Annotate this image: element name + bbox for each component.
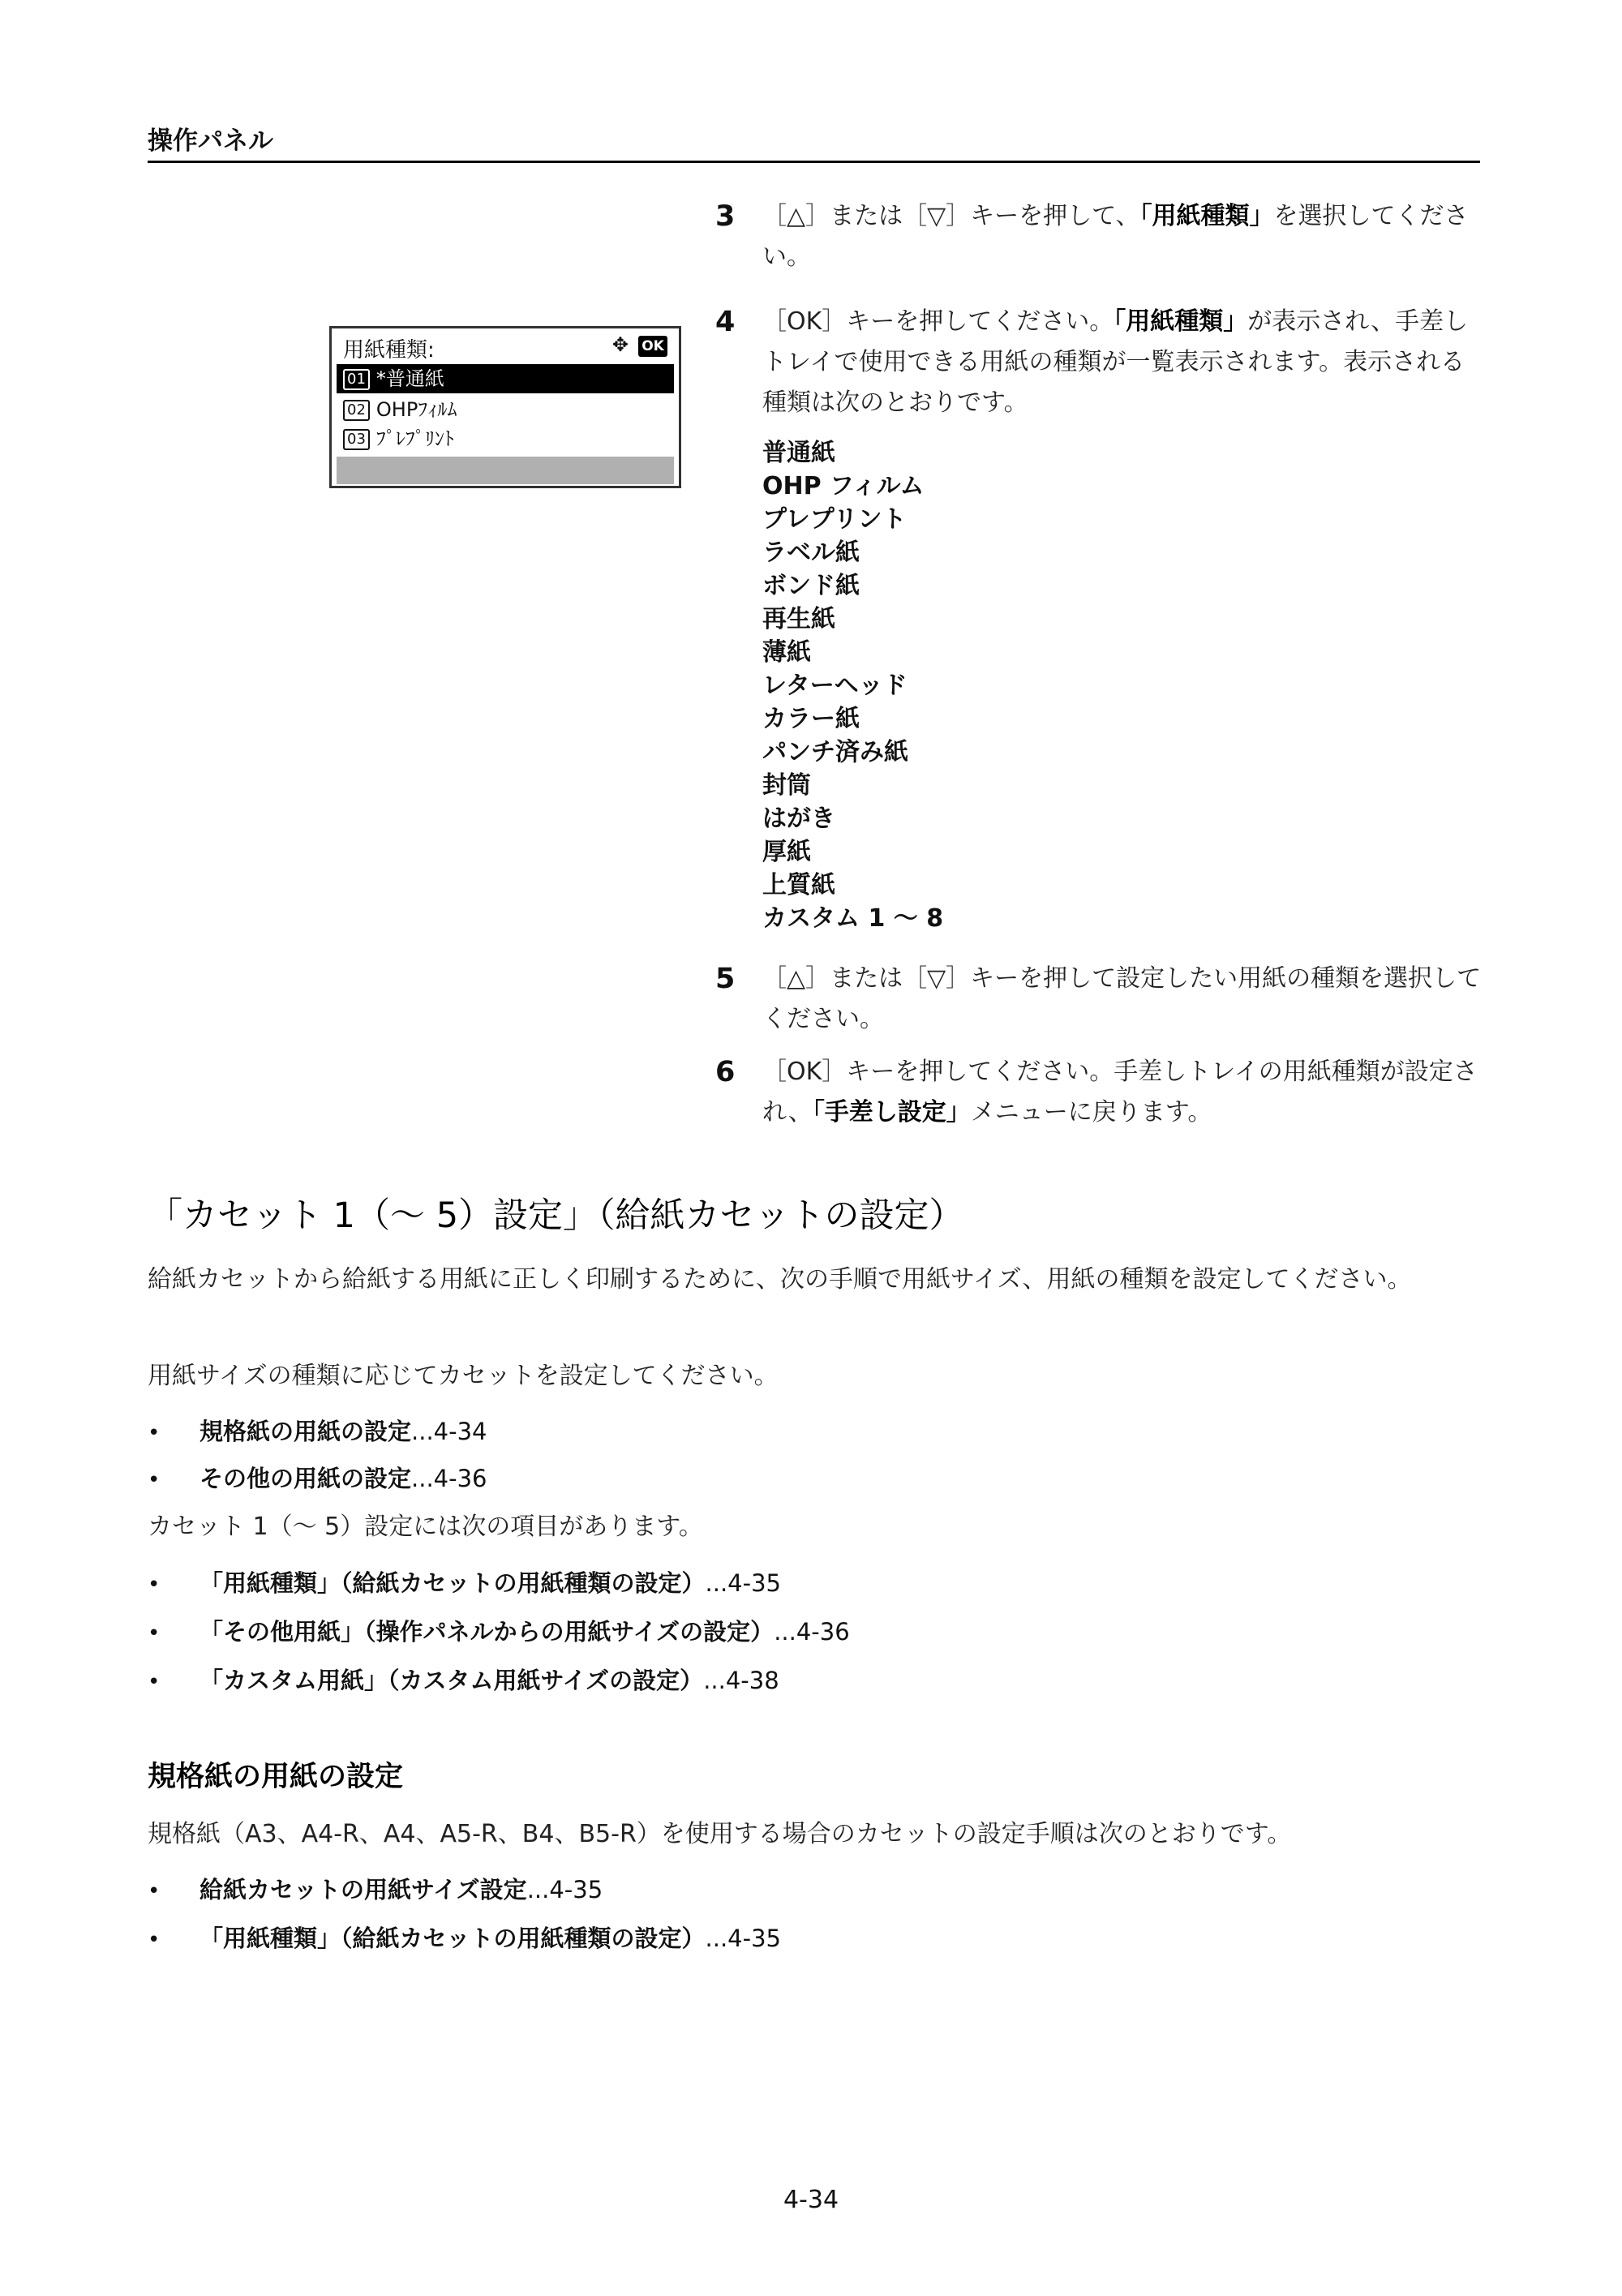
page-reference: ...4-35	[705, 1569, 781, 1597]
link-text[interactable]: その他の用紙の設定	[200, 1465, 412, 1492]
link-item[interactable]	[148, 1567, 781, 1601]
list-item: カスタム 1 ～ 8	[762, 904, 944, 933]
list-item: 厚紙	[762, 838, 811, 866]
step-menu-name: 「用紙種類」	[1139, 202, 1274, 230]
ok-key-icon: OK	[638, 336, 667, 357]
list-item: ボンド紙	[762, 572, 860, 600]
running-header: 操作パネル	[148, 127, 273, 156]
link-item[interactable]	[148, 1415, 487, 1449]
bullet-icon: •	[148, 1928, 161, 1952]
list-item: 封筒	[762, 771, 811, 800]
list-item: レターヘッド	[762, 672, 908, 700]
step-number: 3	[715, 200, 736, 233]
lcd-title: 用紙種類:	[343, 338, 435, 363]
step-number: 6	[715, 1056, 736, 1088]
lcd-row	[337, 395, 674, 424]
bullet-icon: •	[148, 1879, 161, 1903]
link-item[interactable]	[148, 1873, 603, 1908]
section-title: 「カセット 1（～ 5）設定」（給紙カセットの設定）	[148, 1195, 964, 1236]
link-text[interactable]: 規格紙の用紙の設定	[200, 1418, 412, 1445]
subsection-intro: 規格紙（A3、A4-R、A4、A5-R、B4、B5-R）を使用する場合のカセットの設定手順は次のとおりです。	[148, 1820, 1292, 1848]
page-reference: ...4-35	[705, 1925, 781, 1952]
page-number: 4-34	[783, 2186, 839, 2214]
bullet-icon: •	[148, 1573, 161, 1597]
link-text[interactable]: 「カスタム用紙」（カスタム用紙サイズの設定）	[200, 1667, 704, 1694]
lcd-row-label: *普通紙	[375, 367, 444, 390]
step-text-part: ［OK］キーを押してください。手差しトレイの用紙種類が設定され、	[762, 1058, 1478, 1127]
list-item: 普通紙	[762, 439, 835, 467]
link-item[interactable]	[148, 1922, 781, 1956]
list-item: 再生紙	[762, 605, 835, 633]
list-item: はがき	[762, 805, 835, 833]
lcd-row-label: ﾌﾟﾚﾌﾟﾘﾝﾄ	[375, 427, 454, 450]
step-number: 5	[715, 963, 736, 995]
step-text-part: ［OK］キーを押してください。	[762, 307, 1114, 336]
step-3-text	[762, 196, 1484, 277]
header-rule	[148, 161, 1480, 163]
link-item[interactable]	[148, 1616, 850, 1650]
subsection-title: 規格紙の用紙の設定	[148, 1761, 404, 1793]
bullet-icon: •	[148, 1670, 161, 1694]
list-item: 薄紙	[762, 638, 811, 667]
step-text-part: ［△］または［▽］キーを押して、	[762, 202, 1140, 230]
lcd-row	[337, 424, 674, 453]
lcd-row-number: 03	[343, 429, 370, 450]
step-text-part: が表示され、手差しトレイで使用できる用紙の種類が一覧表示されます。表示される種類は次のとおりです。	[762, 307, 1469, 417]
page-reference: ...4-35	[526, 1876, 603, 1903]
lcd-row-number: 01	[343, 369, 370, 390]
bullet-icon: •	[148, 1621, 161, 1646]
link-text[interactable]: 「その他用紙」（操作パネルからの用紙サイズの設定）	[200, 1618, 775, 1646]
section-intro: カセット 1（～ 5）設定には次の項目があります。	[148, 1513, 703, 1541]
lcd-empty-row	[337, 457, 674, 484]
step-5-text	[762, 959, 1484, 1040]
lcd-row-number: 02	[343, 400, 370, 421]
navigation-arrows-icon: ✥	[611, 333, 629, 356]
bullet-icon: •	[148, 1468, 161, 1492]
link-text[interactable]: 給紙カセットの用紙サイズ設定	[200, 1876, 527, 1903]
step-text-part: を選択してください。	[762, 202, 1469, 271]
step-text-part: メニューに戻ります。	[970, 1098, 1212, 1127]
section-intro: 用紙サイズの種類に応じてカセットを設定してください。	[148, 1362, 779, 1390]
bullet-icon: •	[148, 1421, 161, 1445]
page-reference: ...4-38	[703, 1667, 779, 1694]
list-item: パンチ済み紙	[762, 738, 908, 766]
link-item[interactable]	[148, 1664, 779, 1698]
step-6-text	[762, 1052, 1484, 1133]
lcd-screen	[329, 326, 681, 488]
list-item: ラベル紙	[762, 539, 860, 567]
page-reference: ...4-36	[411, 1465, 487, 1492]
step-number: 4	[715, 306, 736, 338]
section-intro: 給紙カセットから給紙する用紙に正しく印刷するために、次の手順で用紙サイズ、用紙の種類を設定してください。	[148, 1265, 1412, 1294]
list-item: OHP フィルム	[762, 472, 925, 500]
paper-type-list	[762, 436, 943, 935]
list-item: カラー紙	[762, 705, 860, 733]
link-text[interactable]: 「用紙種類」（給紙カセットの用紙種類の設定）	[200, 1569, 706, 1597]
step-menu-name: 「手差し設定」	[812, 1098, 971, 1127]
link-text[interactable]: 「用紙種類」（給紙カセットの用紙種類の設定）	[200, 1925, 706, 1952]
lcd-row-selected	[337, 364, 674, 393]
page-reference: ...4-34	[411, 1418, 487, 1445]
lcd-row-label: OHPﾌｨﾙﾑ	[375, 398, 457, 421]
list-item: 上質紙	[762, 871, 835, 899]
link-item[interactable]	[148, 1462, 487, 1496]
step-text-part: ［△］または［▽］キーを押して設定したい用紙の種類を選択してください。	[762, 964, 1482, 1033]
step-menu-name: 「用紙種類」	[1114, 307, 1248, 336]
step-4-text	[762, 302, 1484, 423]
page-reference: ...4-36	[774, 1618, 850, 1646]
list-item: プレプリント	[762, 505, 907, 534]
